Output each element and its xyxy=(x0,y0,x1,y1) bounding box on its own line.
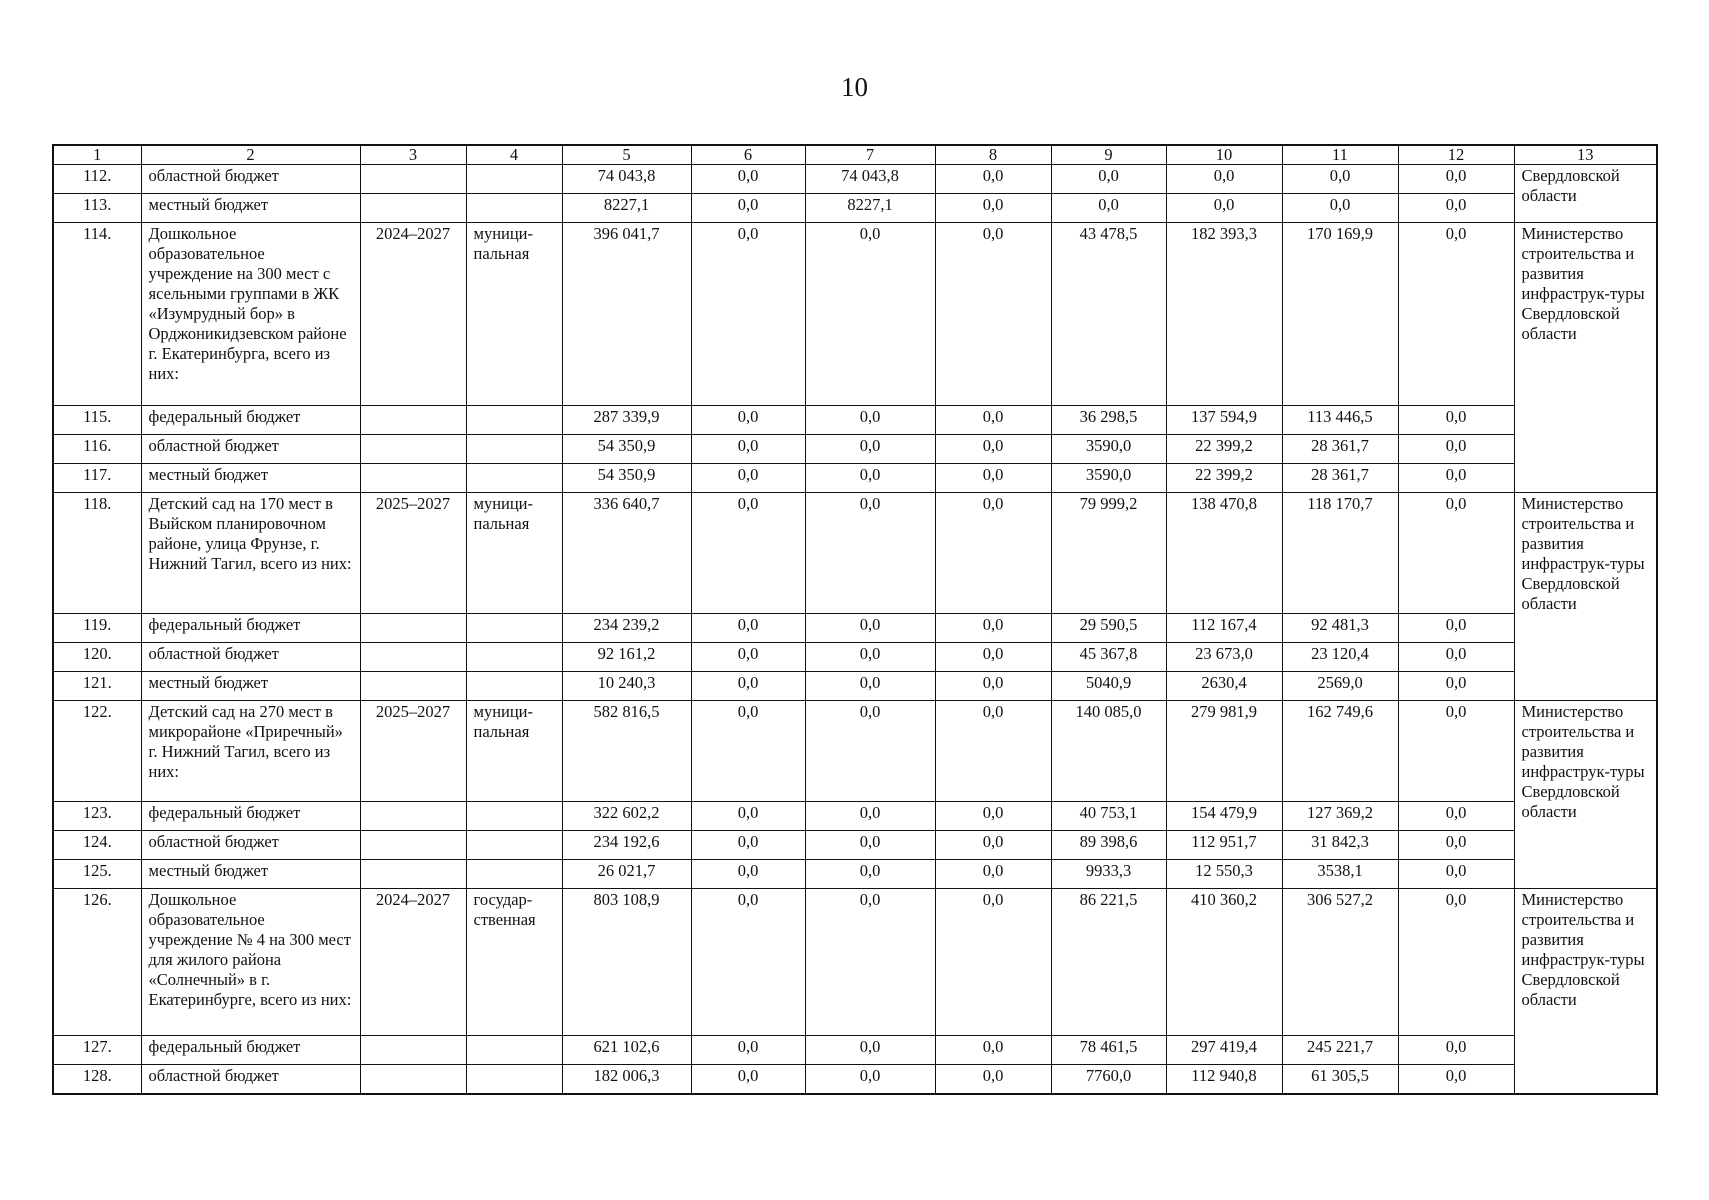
value-cell: 0,0 xyxy=(935,194,1051,223)
value-cell: 45 367,8 xyxy=(1051,643,1166,672)
row-name: федеральный бюджет xyxy=(141,802,360,831)
row-name: Детский сад на 270 мест в микрорайоне «Приречный» г. Нижний Тагил, всего из них: xyxy=(141,701,360,802)
row-name: Дошкольное образовательное учреждение № 4 на 300 мест для жилого района «Солнечный» в г. Екатеринбурге, всего из них: xyxy=(141,889,360,1036)
value-cell: 0,0 xyxy=(691,464,805,493)
table-header-row xyxy=(53,145,1657,165)
row-years: 2024–2027 xyxy=(360,223,466,406)
value-cell: 28 361,7 xyxy=(1282,435,1398,464)
value-cell: 0,0 xyxy=(691,223,805,406)
value-cell: 0,0 xyxy=(805,672,935,701)
row-ownership xyxy=(466,435,562,464)
value-cell: 154 479,9 xyxy=(1166,802,1282,831)
value-cell: 92 161,2 xyxy=(562,643,691,672)
value-cell: 0,0 xyxy=(1166,165,1282,194)
value-cell: 0,0 xyxy=(691,802,805,831)
table-row xyxy=(53,493,1657,614)
value-cell: 306 527,2 xyxy=(1282,889,1398,1036)
value-cell: 182 006,3 xyxy=(562,1065,691,1094)
value-cell: 245 221,7 xyxy=(1282,1036,1398,1065)
value-cell: 112 167,4 xyxy=(1166,614,1282,643)
responsible-executor: Министерство строительства и развития инфраструк-туры Свердловской области xyxy=(1514,701,1657,889)
value-cell: 287 339,9 xyxy=(562,406,691,435)
value-cell: 5040,9 xyxy=(1051,672,1166,701)
value-cell: 43 478,5 xyxy=(1051,223,1166,406)
value-cell: 0,0 xyxy=(935,1065,1051,1094)
row-years: 2024–2027 xyxy=(360,889,466,1036)
row-ownership: муници-пальная xyxy=(466,701,562,802)
value-cell: 36 298,5 xyxy=(1051,406,1166,435)
value-cell: 0,0 xyxy=(935,643,1051,672)
value-cell: 0,0 xyxy=(691,701,805,802)
value-cell: 0,0 xyxy=(1398,802,1514,831)
row-ownership xyxy=(466,614,562,643)
value-cell: 3590,0 xyxy=(1051,435,1166,464)
value-cell: 137 594,9 xyxy=(1166,406,1282,435)
value-cell: 28 361,7 xyxy=(1282,464,1398,493)
header-cell: 11 xyxy=(1282,145,1398,165)
value-cell: 0,0 xyxy=(935,493,1051,614)
value-cell: 112 940,8 xyxy=(1166,1065,1282,1094)
row-years: 2025–2027 xyxy=(360,701,466,802)
value-cell: 54 350,9 xyxy=(562,435,691,464)
value-cell: 0,0 xyxy=(935,406,1051,435)
value-cell: 0,0 xyxy=(805,643,935,672)
row-years xyxy=(360,464,466,493)
row-ownership: государ-ственная xyxy=(466,889,562,1036)
value-cell: 0,0 xyxy=(805,614,935,643)
value-cell: 0,0 xyxy=(1398,493,1514,614)
row-ownership xyxy=(466,643,562,672)
value-cell: 8227,1 xyxy=(805,194,935,223)
value-cell: 113 446,5 xyxy=(1282,406,1398,435)
row-years xyxy=(360,672,466,701)
value-cell: 0,0 xyxy=(691,1036,805,1065)
value-cell: 79 999,2 xyxy=(1051,493,1166,614)
header-cell: 5 xyxy=(562,145,691,165)
responsible-executor: Свердловской области xyxy=(1514,165,1657,223)
row-name: федеральный бюджет xyxy=(141,1036,360,1065)
row-name: местный бюджет xyxy=(141,194,360,223)
value-cell: 0,0 xyxy=(1398,1065,1514,1094)
value-cell: 0,0 xyxy=(805,435,935,464)
value-cell: 0,0 xyxy=(1398,672,1514,701)
row-number: 118. xyxy=(53,493,141,614)
value-cell: 0,0 xyxy=(691,194,805,223)
value-cell: 0,0 xyxy=(935,701,1051,802)
value-cell: 0,0 xyxy=(805,493,935,614)
value-cell: 0,0 xyxy=(805,701,935,802)
value-cell: 127 369,2 xyxy=(1282,802,1398,831)
value-cell: 118 170,7 xyxy=(1282,493,1398,614)
value-cell: 12 550,3 xyxy=(1166,860,1282,889)
header-cell: 9 xyxy=(1051,145,1166,165)
value-cell: 0,0 xyxy=(1398,1036,1514,1065)
row-years xyxy=(360,1036,466,1065)
value-cell: 0,0 xyxy=(805,1036,935,1065)
value-cell: 3590,0 xyxy=(1051,464,1166,493)
row-number: 114. xyxy=(53,223,141,406)
value-cell: 86 221,5 xyxy=(1051,889,1166,1036)
value-cell: 74 043,8 xyxy=(562,165,691,194)
row-name: областной бюджет xyxy=(141,643,360,672)
value-cell: 0,0 xyxy=(935,614,1051,643)
row-number: 124. xyxy=(53,831,141,860)
value-cell: 0,0 xyxy=(805,831,935,860)
row-number: 119. xyxy=(53,614,141,643)
value-cell: 410 360,2 xyxy=(1166,889,1282,1036)
header-cell: 3 xyxy=(360,145,466,165)
value-cell: 234 192,6 xyxy=(562,831,691,860)
value-cell: 22 399,2 xyxy=(1166,464,1282,493)
value-cell: 0,0 xyxy=(805,889,935,1036)
value-cell: 0,0 xyxy=(935,672,1051,701)
header-cell: 6 xyxy=(691,145,805,165)
value-cell: 162 749,6 xyxy=(1282,701,1398,802)
row-years xyxy=(360,1065,466,1094)
row-ownership xyxy=(466,860,562,889)
value-cell: 0,0 xyxy=(1398,464,1514,493)
value-cell: 0,0 xyxy=(1398,165,1514,194)
table-row xyxy=(53,701,1657,802)
row-ownership: муници-пальная xyxy=(466,223,562,406)
value-cell: 803 108,9 xyxy=(562,889,691,1036)
table-row xyxy=(53,223,1657,406)
value-cell: 0,0 xyxy=(1398,889,1514,1036)
value-cell: 0,0 xyxy=(805,223,935,406)
row-number: 117. xyxy=(53,464,141,493)
responsible-executor: Министерство строительства и развития инфраструк-туры Свердловской области xyxy=(1514,493,1657,701)
table-row xyxy=(53,860,1657,889)
table-row xyxy=(53,1036,1657,1065)
value-cell: 23 120,4 xyxy=(1282,643,1398,672)
table-row xyxy=(53,165,1657,194)
value-cell: 0,0 xyxy=(805,860,935,889)
header-cell: 1 xyxy=(53,145,141,165)
row-name: местный бюджет xyxy=(141,860,360,889)
value-cell: 2569,0 xyxy=(1282,672,1398,701)
value-cell: 0,0 xyxy=(691,435,805,464)
table-row xyxy=(53,194,1657,223)
value-cell: 0,0 xyxy=(691,643,805,672)
responsible-executor: Министерство строительства и развития инфраструк-туры Свердловской области xyxy=(1514,889,1657,1094)
row-ownership xyxy=(466,831,562,860)
value-cell: 0,0 xyxy=(691,889,805,1036)
value-cell: 0,0 xyxy=(1398,701,1514,802)
value-cell: 0,0 xyxy=(691,406,805,435)
row-name: Детский сад на 170 мест в Выйском планировочном районе, улица Фрунзе, г. Нижний Тагил, всего из них: xyxy=(141,493,360,614)
value-cell: 0,0 xyxy=(935,889,1051,1036)
row-name: Дошкольное образовательное учреждение на 300 мест с ясельными группами в ЖК «Изумрудный бор» в Орджоникидзевском районе г. Екатеринбурга, всего из них: xyxy=(141,223,360,406)
row-years xyxy=(360,435,466,464)
table-row xyxy=(53,672,1657,701)
table-row xyxy=(53,831,1657,860)
value-cell: 29 590,5 xyxy=(1051,614,1166,643)
row-name: областной бюджет xyxy=(141,831,360,860)
row-number: 126. xyxy=(53,889,141,1036)
row-name: местный бюджет xyxy=(141,464,360,493)
row-ownership xyxy=(466,194,562,223)
value-cell: 396 041,7 xyxy=(562,223,691,406)
value-cell: 0,0 xyxy=(691,672,805,701)
value-cell: 170 169,9 xyxy=(1282,223,1398,406)
row-name: областной бюджет xyxy=(141,165,360,194)
value-cell: 54 350,9 xyxy=(562,464,691,493)
row-number: 127. xyxy=(53,1036,141,1065)
value-cell: 582 816,5 xyxy=(562,701,691,802)
table-row xyxy=(53,889,1657,1036)
value-cell: 10 240,3 xyxy=(562,672,691,701)
header-cell: 12 xyxy=(1398,145,1514,165)
value-cell: 297 419,4 xyxy=(1166,1036,1282,1065)
value-cell: 0,0 xyxy=(935,464,1051,493)
value-cell: 0,0 xyxy=(1282,194,1398,223)
row-ownership xyxy=(466,1036,562,1065)
value-cell: 0,0 xyxy=(1166,194,1282,223)
row-number: 128. xyxy=(53,1065,141,1094)
value-cell: 0,0 xyxy=(935,435,1051,464)
value-cell: 9933,3 xyxy=(1051,860,1166,889)
row-name: областной бюджет xyxy=(141,1065,360,1094)
table-row xyxy=(53,643,1657,672)
header-cell: 8 xyxy=(935,145,1051,165)
value-cell: 40 753,1 xyxy=(1051,802,1166,831)
value-cell: 23 673,0 xyxy=(1166,643,1282,672)
row-number: 112. xyxy=(53,165,141,194)
value-cell: 138 470,8 xyxy=(1166,493,1282,614)
row-number: 120. xyxy=(53,643,141,672)
value-cell: 0,0 xyxy=(1398,223,1514,406)
value-cell: 0,0 xyxy=(691,165,805,194)
header-cell: 13 xyxy=(1514,145,1657,165)
value-cell: 0,0 xyxy=(1398,860,1514,889)
row-years xyxy=(360,802,466,831)
responsible-executor: Министерство строительства и развития инфраструк-туры Свердловской области xyxy=(1514,223,1657,493)
value-cell: 0,0 xyxy=(1398,435,1514,464)
row-number: 115. xyxy=(53,406,141,435)
value-cell: 0,0 xyxy=(805,406,935,435)
table-row xyxy=(53,802,1657,831)
row-ownership xyxy=(466,1065,562,1094)
row-years: 2025–2027 xyxy=(360,493,466,614)
value-cell: 0,0 xyxy=(935,223,1051,406)
value-cell: 0,0 xyxy=(935,165,1051,194)
row-number: 125. xyxy=(53,860,141,889)
value-cell: 0,0 xyxy=(691,493,805,614)
value-cell: 0,0 xyxy=(805,1065,935,1094)
value-cell: 31 842,3 xyxy=(1282,831,1398,860)
value-cell: 0,0 xyxy=(935,860,1051,889)
value-cell: 0,0 xyxy=(1398,614,1514,643)
row-years xyxy=(360,860,466,889)
value-cell: 0,0 xyxy=(935,1036,1051,1065)
value-cell: 74 043,8 xyxy=(805,165,935,194)
row-number: 116. xyxy=(53,435,141,464)
value-cell: 140 085,0 xyxy=(1051,701,1166,802)
table-row xyxy=(53,406,1657,435)
value-cell: 0,0 xyxy=(805,464,935,493)
row-number: 122. xyxy=(53,701,141,802)
row-number: 121. xyxy=(53,672,141,701)
table-row xyxy=(53,435,1657,464)
value-cell: 112 951,7 xyxy=(1166,831,1282,860)
row-name: областной бюджет xyxy=(141,435,360,464)
row-ownership xyxy=(466,464,562,493)
row-name: местный бюджет xyxy=(141,672,360,701)
value-cell: 0,0 xyxy=(691,860,805,889)
value-cell: 0,0 xyxy=(691,1065,805,1094)
table-row xyxy=(53,464,1657,493)
row-ownership xyxy=(466,406,562,435)
value-cell: 0,0 xyxy=(805,802,935,831)
row-years xyxy=(360,406,466,435)
value-cell: 0,0 xyxy=(1398,831,1514,860)
value-cell: 182 393,3 xyxy=(1166,223,1282,406)
row-number: 113. xyxy=(53,194,141,223)
value-cell: 0,0 xyxy=(1051,165,1166,194)
value-cell: 2630,4 xyxy=(1166,672,1282,701)
value-cell: 92 481,3 xyxy=(1282,614,1398,643)
header-cell: 7 xyxy=(805,145,935,165)
value-cell: 78 461,5 xyxy=(1051,1036,1166,1065)
row-years xyxy=(360,643,466,672)
value-cell: 0,0 xyxy=(691,614,805,643)
row-years xyxy=(360,831,466,860)
value-cell: 8227,1 xyxy=(562,194,691,223)
row-ownership xyxy=(466,672,562,701)
value-cell: 621 102,6 xyxy=(562,1036,691,1065)
row-ownership xyxy=(466,165,562,194)
value-cell: 279 981,9 xyxy=(1166,701,1282,802)
row-ownership xyxy=(466,802,562,831)
value-cell: 234 239,2 xyxy=(562,614,691,643)
table-row xyxy=(53,1065,1657,1094)
header-cell: 4 xyxy=(466,145,562,165)
value-cell: 0,0 xyxy=(1282,165,1398,194)
table-row xyxy=(53,614,1657,643)
value-cell: 0,0 xyxy=(691,831,805,860)
row-years xyxy=(360,194,466,223)
value-cell: 61 305,5 xyxy=(1282,1065,1398,1094)
row-number: 123. xyxy=(53,802,141,831)
row-name: федеральный бюджет xyxy=(141,406,360,435)
row-ownership: муници-пальная xyxy=(466,493,562,614)
value-cell: 7760,0 xyxy=(1051,1065,1166,1094)
header-cell: 2 xyxy=(141,145,360,165)
value-cell: 26 021,7 xyxy=(562,860,691,889)
value-cell: 322 602,2 xyxy=(562,802,691,831)
value-cell: 22 399,2 xyxy=(1166,435,1282,464)
budget-table xyxy=(52,144,1658,1095)
value-cell: 3538,1 xyxy=(1282,860,1398,889)
value-cell: 336 640,7 xyxy=(562,493,691,614)
value-cell: 89 398,6 xyxy=(1051,831,1166,860)
header-cell: 10 xyxy=(1166,145,1282,165)
row-years xyxy=(360,165,466,194)
value-cell: 0,0 xyxy=(1398,643,1514,672)
row-name: федеральный бюджет xyxy=(141,614,360,643)
page-number: 10 xyxy=(841,72,868,102)
value-cell: 0,0 xyxy=(1398,406,1514,435)
value-cell: 0,0 xyxy=(1051,194,1166,223)
row-years xyxy=(360,614,466,643)
value-cell: 0,0 xyxy=(1398,194,1514,223)
value-cell: 0,0 xyxy=(935,802,1051,831)
value-cell: 0,0 xyxy=(935,831,1051,860)
